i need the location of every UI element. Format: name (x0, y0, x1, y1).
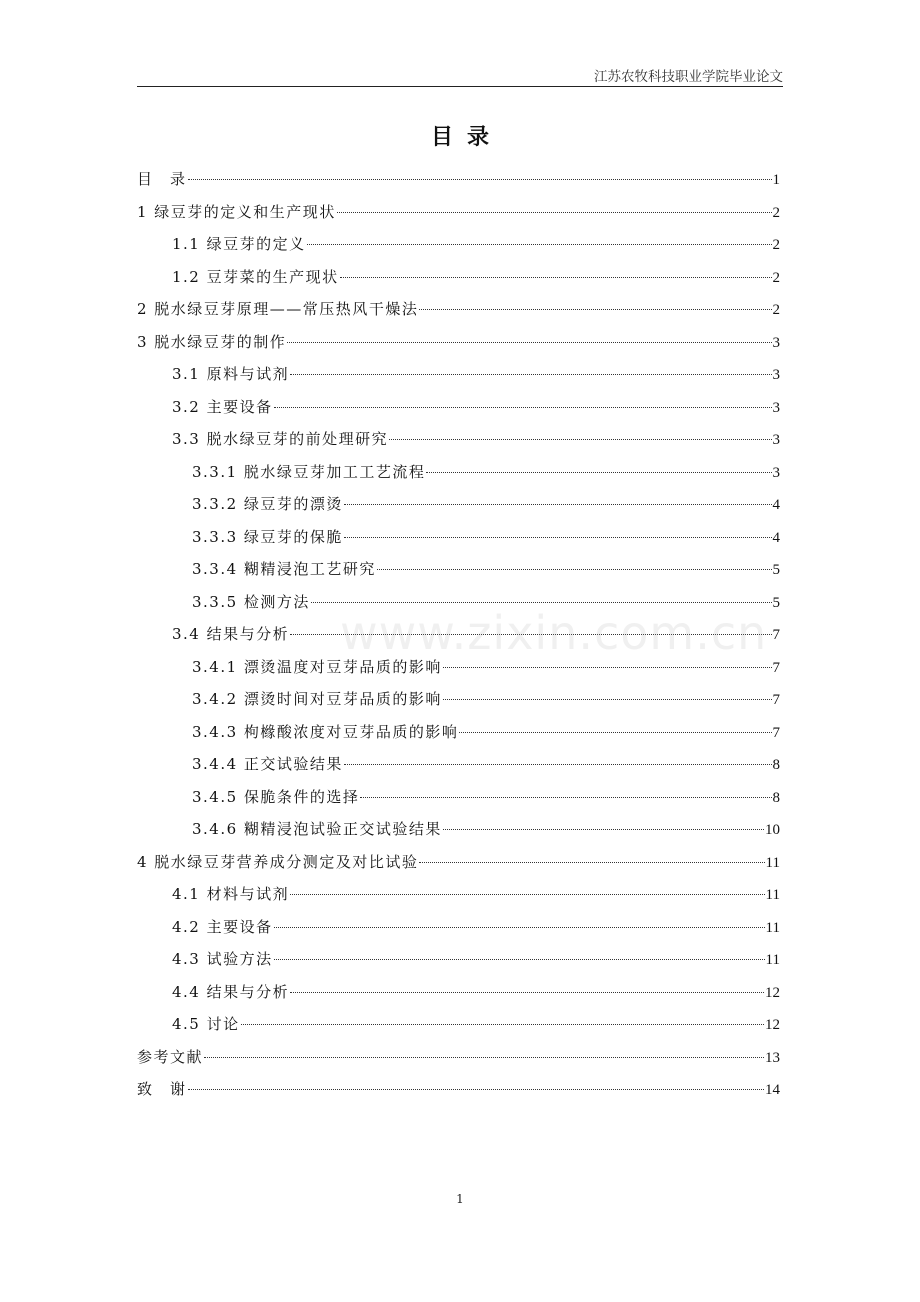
toc-entry-page: 10 (765, 822, 780, 838)
toc-entry-page: 12 (765, 984, 780, 1001)
toc-entry[interactable] (172, 233, 780, 255)
toc-leader-dots (419, 862, 764, 863)
toc-entry-page: 7 (772, 659, 780, 676)
toc-entry-page: 7 (772, 724, 780, 741)
toc-entry-page: 1 (772, 172, 780, 188)
toc-entry-page: 3 (772, 367, 780, 383)
toc-entry-page: 4 (772, 497, 780, 513)
toc-entry-label: 1.2 豆芽菜的生产现状 (172, 267, 339, 286)
toc-entry[interactable] (137, 298, 780, 320)
page-number: 1 (456, 1192, 464, 1206)
toc-entry-label: 目 录 (137, 170, 187, 188)
toc-entry-label: 4.5 讨论 (172, 1015, 240, 1033)
toc-leader-dots (426, 472, 771, 473)
toc-entry[interactable] (172, 396, 780, 418)
toc-entry-label: 4.1 材料与试剂 (172, 885, 290, 903)
toc-leader-dots (443, 667, 772, 668)
toc-entry-page: 7 (772, 692, 780, 708)
toc-entry-label: 2 脱水绿豆芽原理——常压热风干燥法 (137, 300, 419, 318)
toc-entry[interactable] (137, 851, 780, 873)
toc-leader-dots (204, 1057, 764, 1058)
toc-leader-dots (340, 277, 772, 278)
watermark: www.zixin.com.cn (340, 606, 768, 660)
page-header (137, 62, 783, 87)
page-title: 目录 (430, 124, 503, 150)
toc-entry[interactable] (192, 526, 780, 548)
toc-entry[interactable] (172, 948, 780, 970)
toc-leader-dots (274, 959, 765, 960)
toc-entry[interactable] (172, 916, 780, 938)
toc-leader-dots (344, 504, 772, 505)
toc-leader-dots (337, 212, 772, 213)
toc-entry-label: 3.4.4 正交试验结果 (192, 755, 343, 773)
toc-entry-label: 3.3.4 糊精浸泡工艺研究 (192, 560, 376, 578)
toc-leader-dots (443, 699, 772, 700)
toc-leader-dots (188, 179, 772, 180)
toc-entry-page: 2 (772, 269, 780, 286)
toc-entry-page: 11 (765, 952, 780, 968)
toc-leader-dots (344, 537, 772, 538)
toc-entry-page: 11 (765, 854, 780, 871)
toc-entry-label: 4.4 结果与分析 (172, 982, 290, 1001)
header-text: 江苏农牧科技职业学院毕业论文 (594, 69, 783, 85)
toc-entry-label: 4 脱水绿豆芽营养成分测定及对比试验 (137, 852, 419, 871)
toc-entry-page: 12 (765, 1017, 780, 1033)
toc-entry-label: 3.1 原料与试剂 (172, 365, 290, 383)
toc-entry-page: 2 (772, 237, 780, 253)
toc-entry[interactable] (192, 688, 780, 710)
toc-entry[interactable] (172, 883, 780, 905)
toc-leader-dots (290, 992, 764, 993)
toc-entry-label: 3.4.6 糊精浸泡试验正交试验结果 (192, 820, 442, 838)
toc-entry-label: 3.4.2 漂烫时间对豆芽品质的影响 (192, 690, 442, 708)
toc-entry-page: 8 (772, 789, 780, 806)
toc-entry-label: 3.4.3 枸橼酸浓度对豆芽品质的影响 (192, 722, 459, 741)
toc-entry-page: 13 (765, 1049, 780, 1066)
toc-entry-label: 3.3.1 脱水绿豆芽加工工艺流程 (192, 462, 426, 481)
toc-entry[interactable] (137, 331, 780, 353)
toc-entry-page: 11 (765, 919, 780, 936)
toc-entry[interactable] (192, 753, 780, 775)
toc-entry[interactable] (137, 1078, 780, 1100)
toc-entry[interactable] (192, 558, 780, 580)
toc-leader-dots (459, 732, 771, 733)
toc-entry-page: 11 (765, 887, 780, 903)
toc-entry-page: 14 (765, 1082, 780, 1098)
toc-entry-label: 1 绿豆芽的定义和生产现状 (137, 202, 336, 221)
toc-entry[interactable] (172, 981, 780, 1003)
toc-entry-page: 7 (772, 627, 780, 643)
toc-leader-dots (311, 602, 772, 603)
toc-entry[interactable] (172, 363, 780, 385)
toc-leader-dots (287, 342, 771, 343)
toc-entry-label: 3.3 脱水绿豆芽的前处理研究 (172, 430, 389, 448)
toc-entry[interactable] (172, 1013, 780, 1035)
toc-entry[interactable] (192, 818, 780, 840)
toc-leader-dots (389, 439, 771, 440)
toc-entry[interactable] (137, 168, 780, 190)
toc-entry-label: 3 脱水绿豆芽的制作 (137, 332, 287, 351)
toc-entry-label: 3.4.1 漂烫温度对豆芽品质的影响 (192, 657, 442, 676)
toc-entry-page: 3 (772, 399, 780, 416)
toc-leader-dots (377, 569, 772, 570)
toc-entry[interactable] (172, 266, 780, 288)
toc-entry-page: 3 (772, 432, 780, 448)
toc-leader-dots (241, 1024, 764, 1025)
toc-entry-page: 2 (772, 302, 780, 318)
toc-leader-dots (307, 244, 772, 245)
toc-entry-label: 致 谢 (137, 1080, 187, 1098)
toc-entry-label: 3.3.5 检测方法 (192, 592, 310, 611)
toc-entry[interactable] (192, 721, 780, 743)
toc-leader-dots (360, 797, 771, 798)
toc-leader-dots (344, 764, 772, 765)
toc-entry-label: 4.2 主要设备 (172, 917, 273, 936)
toc-entry-page: 5 (772, 594, 780, 611)
toc-leader-dots (443, 829, 764, 830)
toc-entry-label: 3.2 主要设备 (172, 397, 273, 416)
toc-leader-dots (188, 1089, 764, 1090)
toc-entry-page: 2 (772, 204, 780, 221)
toc-entry-label: 3.4.5 保脆条件的选择 (192, 787, 360, 806)
toc-leader-dots (274, 927, 765, 928)
toc-entry[interactable] (137, 201, 780, 223)
toc-entry-label: 1.1 绿豆芽的定义 (172, 235, 306, 253)
toc-leader-dots (290, 894, 764, 895)
toc-leader-dots (290, 374, 771, 375)
toc-entry-label: 3.4 结果与分析 (172, 625, 290, 643)
toc-entry-page: 3 (772, 334, 780, 351)
toc-entry-page: 5 (772, 562, 780, 578)
toc-entry-page: 3 (772, 464, 780, 481)
toc-entry[interactable] (192, 786, 780, 808)
toc-entry[interactable] (192, 461, 780, 483)
toc-leader-dots (419, 309, 771, 310)
toc-entry[interactable] (137, 1046, 780, 1068)
toc-entry-label: 3.3.3 绿豆芽的保脆 (192, 527, 343, 546)
toc-entry[interactable] (192, 493, 780, 515)
toc-entry[interactable] (172, 428, 780, 450)
toc-entry-page: 8 (772, 757, 780, 773)
toc-entry-label: 3.3.2 绿豆芽的漂烫 (192, 495, 343, 513)
toc-entry-label: 4.3 试验方法 (172, 950, 273, 968)
toc-entry-label: 参考文献 (137, 1047, 204, 1066)
toc-entry-page: 4 (772, 529, 780, 546)
toc-leader-dots (274, 407, 772, 408)
